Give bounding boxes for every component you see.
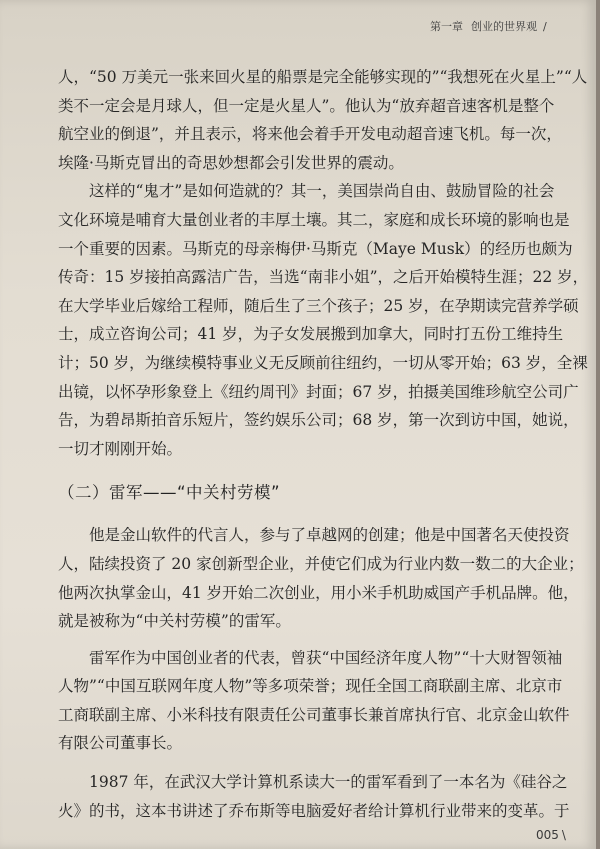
running-header: [430, 18, 547, 34]
text-line: 埃隆·马斯克冒出的奇思妙想都会引发世界的震动。: [58, 153, 404, 172]
text-line: 士，成立咨询公司；41 岁，为子女发展搬到加拿大，同时打五份工维持生: [58, 325, 564, 344]
chapter-title: 创业的世界观: [471, 20, 537, 33]
page-number: 005: [536, 828, 559, 842]
chapter-label: 第一章: [430, 20, 463, 33]
text-line: 文化环境是哺育大量创业者的丰厚土壤。其二，家庭和成长环境的影响也是: [58, 210, 570, 229]
text-line: 在大学毕业后嫁给工程师，随后生了三个孩子；25 岁，在孕期读完营养学硕: [58, 296, 579, 315]
text-line: 一个重要的因素。马斯克的母亲梅伊·马斯克（Maye Musk）的经历也颇为: [58, 239, 573, 258]
text-line: 人物”“中国互联网年度人物”等多项荣誉；现任全国工商联副主席、北京市: [58, 677, 563, 696]
header-mark: /: [543, 20, 547, 33]
text-line: 人，陆续投资了 20 家创新型企业，并使它们成为行业内数一数二的大企业；: [58, 554, 584, 573]
text-line: 人，“50 万美元一张来回火星的船票是完全能够实现的”“我想死在火星上”“人: [58, 68, 588, 86]
text-line: 航空业的倒退”，并且表示，将来他会着手开发电动超音速飞机。每一次，: [58, 125, 562, 144]
footer-mark: \: [561, 828, 566, 842]
text-line: 火》的书，这本书讲述了乔布斯等电脑爱好者给计算机行业带来的变革。于: [58, 801, 570, 820]
text-line: 就是被称为“中关村劳模”的雷军。: [58, 612, 291, 631]
text-line: 他两次执掌金山，41 岁开始二次创业，用小米手机助威国产手机品牌。他，: [58, 583, 579, 602]
section-heading: （二）雷军——“中关村劳模”: [58, 483, 281, 503]
text-line: 告，为碧昂斯拍音乐短片，签约娱乐公司；68 岁，第一次到访中国，她说，: [58, 411, 579, 430]
text-line: 类不一定会是月球人，但一定是火星人”。他认为“放弃超音速客机是整个: [58, 96, 555, 115]
text-line: 计；50 岁，为继续模特事业义无反顾前往纽约，一切从零开始；63 岁，全裸: [58, 353, 588, 372]
paragraph-lei-jun-1987: [58, 768, 578, 825]
paragraph-maye-musk: [58, 177, 589, 463]
text-line: 有限公司董事长。: [58, 734, 183, 753]
text-line: 他是金山软件的代言人，参与了卓越网的创建；他是中国著名天使投资: [89, 526, 570, 545]
paragraph-lei-jun-honors: [58, 644, 578, 758]
text-line: 1987 年，在武汉大学计算机系读大一的雷军看到了一本名为《硅谷之: [89, 773, 568, 792]
page-body: [58, 63, 589, 825]
text-line: 一切才刚刚开始。: [58, 439, 183, 458]
page-footer: [536, 828, 566, 842]
text-line: 雷军作为中国创业者的代表，曾获“中国经济年度人物”“十大财智领袖: [89, 648, 563, 667]
text-line: 这样的“鬼才”是如何造就的？其一，美国崇尚自由、鼓励冒险的社会: [89, 182, 555, 201]
paragraph-mars-quotes: [58, 63, 588, 177]
text-line: 工商联副主席、小米科技有限责任公司董事长兼首席执行官、北京金山软件: [58, 705, 570, 724]
paragraph-lei-jun-intro: [58, 521, 584, 635]
text-line: 出镜，以怀孕形象登上《纽约周刊》封面；67 岁，拍摄美国维珍航空公司广: [58, 382, 579, 401]
text-line: 传奇：15 岁接拍高露洁广告，当选“南非小姐”，之后开始模特生涯；22 岁，: [58, 268, 589, 287]
